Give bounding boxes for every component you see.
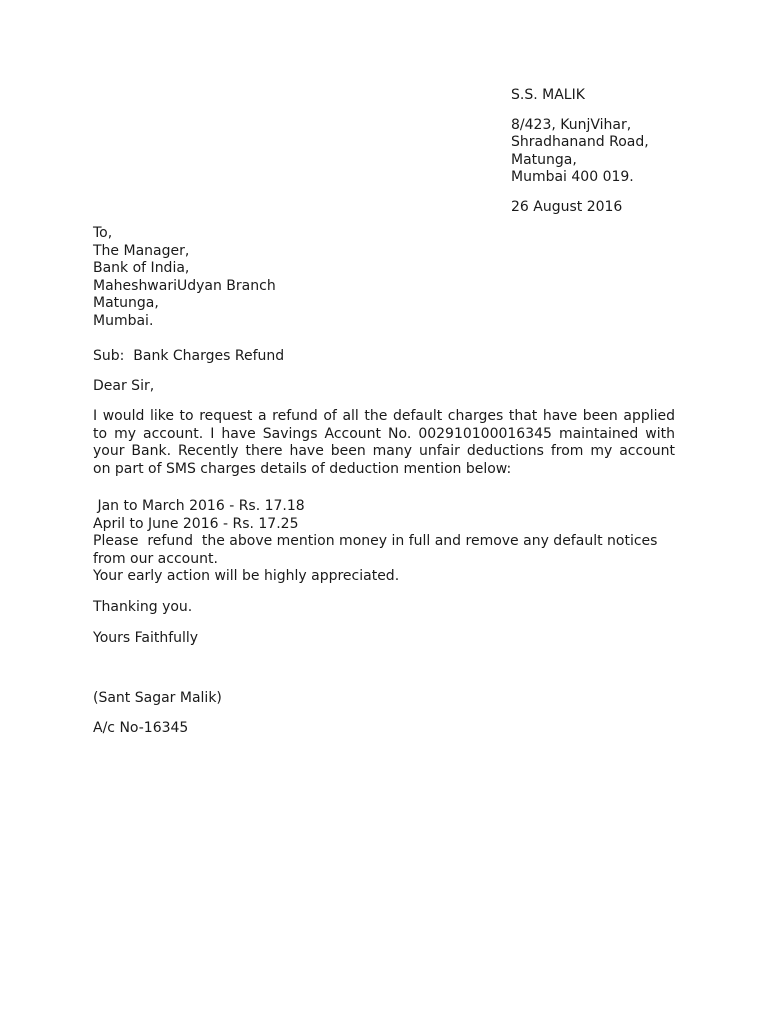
- deduction-item: Jan to March 2016 - Rs. 17.18: [93, 498, 305, 514]
- recipient-line: To,: [93, 225, 113, 241]
- body-paragraph: [93, 408, 675, 478]
- recipient-line: Mumbai.: [93, 312, 154, 329]
- thanks-line: Thanking you.: [93, 599, 193, 615]
- closing-line: Yours Faithfully: [93, 630, 199, 646]
- recipient-line: MaheshwariUdyan Branch: [93, 277, 276, 294]
- sender-address-line: Mumbai 400 019.: [511, 169, 634, 185]
- account-number: A/c No-16345: [93, 720, 189, 736]
- request-line: Your early action will be highly appreciated.: [93, 568, 400, 584]
- letter-date: 26 August 2016: [511, 198, 623, 215]
- sender-address: [511, 117, 751, 187]
- sender-address-line: Shradhanand Road,: [511, 134, 649, 150]
- sender-address-line: Matunga,: [511, 151, 577, 168]
- request-line: Please refund the above mention money in full and remove any default notices: [93, 533, 658, 549]
- recipient-line: Matunga,: [93, 295, 159, 311]
- recipient-line: The Manager,: [93, 242, 190, 259]
- salutation: Dear Sir,: [93, 378, 155, 394]
- body-line: your Bank. Recently there have been many unfair deductions from my account: [93, 443, 675, 459]
- sender-name: S.S. MALIK: [511, 87, 585, 103]
- deduction-details: [93, 498, 683, 586]
- deduction-item: April to June 2016 - Rs. 17.25: [93, 515, 299, 532]
- recipient-block: [93, 225, 493, 330]
- sender-address-line: 8/423, KunjVihar,: [511, 116, 632, 133]
- request-line: from our account.: [93, 550, 218, 567]
- recipient-line: Bank of India,: [93, 260, 190, 276]
- subject-line: Sub: Bank Charges Refund: [93, 348, 285, 364]
- body-line: on part of SMS charges details of deduction mention below:: [93, 460, 512, 477]
- body-line: I would like to request a refund of all the default charges that have been applied: [93, 408, 675, 424]
- body-line: to my account. I have Savings Account No. 002910100016345 maintained with: [93, 425, 675, 442]
- sender-block: [511, 87, 751, 216]
- signature-name: (Sant Sagar Malik): [93, 690, 222, 706]
